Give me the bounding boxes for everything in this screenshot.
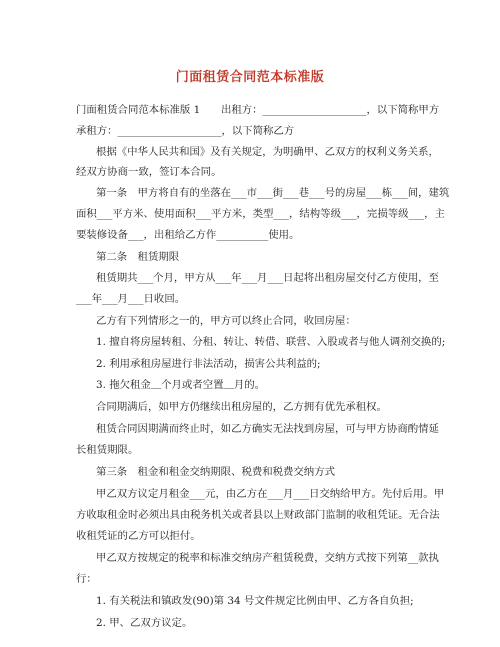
list-item: 1. 有关税法和镇政发(90)第 34 号文件规定比例由甲、乙方各自负担; <box>96 595 414 607</box>
list-item: 2. 甲、乙双方议定。 <box>96 617 193 629</box>
section-heading: 第二条 租赁期限 <box>96 251 180 263</box>
text-line: 第一条 甲方将自有的坐落在___市___街___巷___号的房屋___栋___间，建筑 <box>96 187 450 199</box>
text-line: 甲乙双方议定月租金___元，由乙方在___月___日交纳给甲方。先付后用。甲 <box>96 488 445 500</box>
text-line: 门面租赁合同范本标准版 1 出租方：____________________，以下简称甲方 <box>76 104 440 116</box>
text-line: 乙方有下列情形之一的，甲方可以终止合同，收回房屋： <box>96 315 356 327</box>
list-item: 3. 拖欠租金＿个月或者空置＿月的。 <box>96 379 266 391</box>
text-line: 面积___平方米、使用面积___平方米，类型___，结构等级___，完损等级___，主 <box>76 208 445 220</box>
text-line: 要装修设备___，出租给乙方作__________使用。 <box>76 229 300 241</box>
text-line: 租赁期共___个月，甲方从___年___月___日起将出租房屋交付乙方使用，至 <box>96 272 439 284</box>
text-line: 承租方：____________________，以下简称乙方 <box>76 125 295 137</box>
text-line: 行： <box>76 573 97 585</box>
section-heading: 第三条 租金和租金交纳期限、税费和税费交纳方式 <box>96 466 335 478</box>
list-item: 1. 擅自将房屋转租、分租、转让、转借、联营、入股或者与他人调剂交换的; <box>96 336 446 348</box>
text-line: 方收取租金时必须出具由税务机关或者县以上财政部门监制的收租凭证。无合法 <box>76 509 440 521</box>
text-line: 收租凭证的乙方可以拒付。 <box>76 530 201 542</box>
text-line: 合同期满后，如甲方仍继续出租房屋的，乙方拥有优先承租权。 <box>96 401 387 413</box>
text-line: 长租赁期限。 <box>76 444 139 456</box>
text-line: 根据《中华人民共和国》及有关规定，为明确甲、乙双方的权利义务关系， <box>96 146 439 158</box>
page-title: 门面租赁合同范本标准版 <box>175 70 325 85</box>
list-item: 2. 利用承租房屋进行非法活动，损害公共利益的; <box>96 358 321 370</box>
text-line: 甲乙双方按规定的税率和标准交纳房产租赁税费，交纳方式按下列第__款执 <box>96 552 439 564</box>
text-line: ___年___月___日收回。 <box>76 293 186 305</box>
text-line: 租赁合同因期满而终止时，如乙方确实无法找到房屋，可与甲方协商酌情延 <box>96 423 439 435</box>
text-line: 经双方协商一致，签订本合同。 <box>76 166 222 178</box>
